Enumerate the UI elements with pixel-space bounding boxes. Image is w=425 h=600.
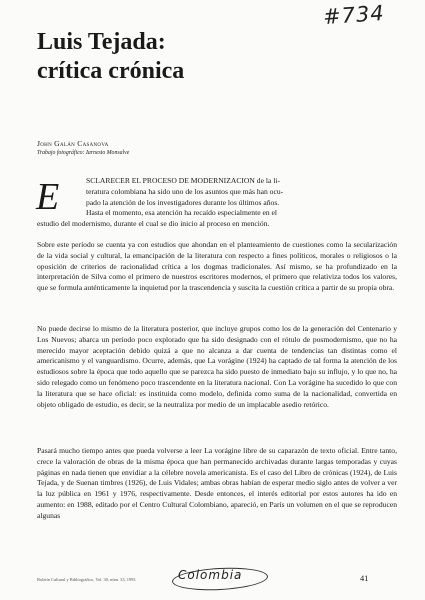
intro-line: teratura colombiana ha sido uno de los asuntos que más han ocu- [86, 186, 284, 196]
body-paragraph-3: Pasará mucho tiempo antes que pueda volverse a leer La vorágine libre de su caparazón de texto oficial. Entre tanto, crece la valoración de obras de la misma época que han permanecido archivadas durante largas temporadas y cuyas páginas en nada tienen que envidiar a la célebre novela americanista. Es el caso del Libro de crónicas (1924), de Luis Tejada, y de Suenan timbres (1926), de Luis Vidales; ambas obras habían de esperar medio siglo antes de volver a ver la luz pública en 1961 y 1976, respectivamente. Desde entonces, el interés editorial por estos autores ha ido en aumento: en 1988, editado por el Centro Cultural Colombiano, apareció, en París un volumen en el que se reproducen algunas [37, 446, 397, 520]
intro-line: SCLARECER EL PROCESO DE MODERNIZACION de la li- [86, 176, 280, 185]
handwritten-catalog-number: #734 [322, 0, 386, 30]
photo-credit: Trabajo fotográfico: Iarnesto Monsalve [37, 150, 130, 156]
title-line-1: Luis Tejada: [37, 29, 166, 55]
intro-line: pado la atención de los investigadores durante los últimos años. [86, 197, 280, 207]
article-title [37, 28, 184, 86]
intro-line: estudio del modernismo, durante el cual se dio inicio al proceso en mención. [37, 219, 270, 228]
page-number: 41 [360, 574, 369, 583]
drop-cap: E [36, 176, 60, 218]
intro-line: Hasta el momento, esa atención ha recaído especialmente en el [86, 208, 278, 218]
intro-first-lines [86, 176, 397, 219]
body-paragraph-2: No puede decirse lo mismo de la literatura posterior, que incluye grupos como los de la generación del Centenario y Los Nuevos; abarca un período poco explorado que ha sido designado con el rótulo de posmodernismo, que no ha merecido mayor aceptación debido quizá a que no alcanza a dar cuenta de tendencias tan distintas como el americanismo y el vanguardismo. Ocurre, además, que La vorágine (1924) ha captado de tal forma la atención de los estudiosos sobre la época que todo aquello que se parezca ha sido puesto de inmediato bajo su influjo, y lo que no, ha sido relegado como un fenómeno poco trascendente en la literatura nacional. Con La vorágine ha sucedido lo que con la literatura que se hace oficial: es instituida como modelo, definida como suma de la nacionalidad, convertida en objeto obligado de estudio, es decir, se la neutraliza por medio de un implacable asedio retórico. [37, 324, 397, 409]
handwritten-country-note: Colombia [178, 568, 243, 582]
journal-reference: Boletín Cultural y Bibliográfico, Vol. 30, núm. 33, 1993 [37, 577, 136, 582]
author-name: John Galán Casanova [37, 139, 109, 148]
intro-paragraph: Sobre este período se cuenta ya con estudios que ahondan en el planteamiento de cuestiones como la secularización de la vida social y cultural, la emancipación de la literatura con respecto a fines políticos, morales o religiosos o la oposición de criterios de racionalidad crítica a los dogmas tradicionales. Así mismo, se ha profundizado en la interpretación de Silva como el primero de nuestros escritores modernos, el primero que relativiza todos los valores, que se formula auténticamente la inquietud por la trascendencia y suscita la cuestión crítica a partir de su propia obra. [37, 240, 397, 293]
title-line-2: crítica crónica [37, 58, 185, 84]
